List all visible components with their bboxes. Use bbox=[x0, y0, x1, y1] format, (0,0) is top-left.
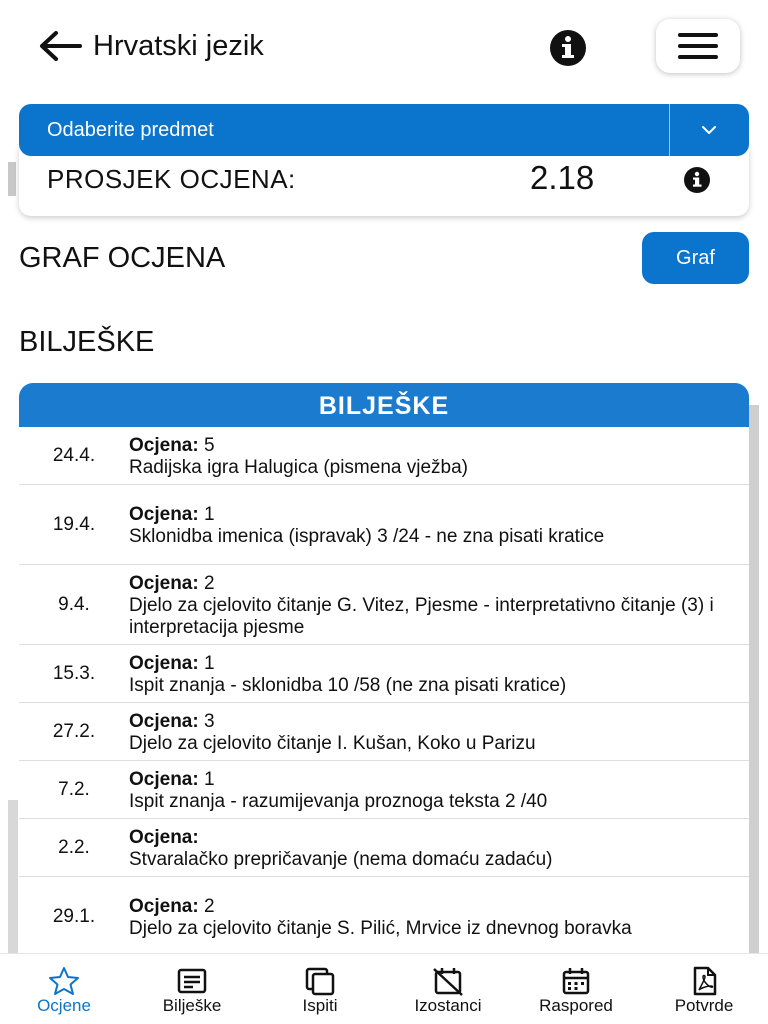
grade-line bbox=[129, 573, 749, 595]
row-body bbox=[129, 429, 749, 483]
row-date: 27.2. bbox=[52, 720, 96, 742]
calendar-icon bbox=[560, 966, 592, 996]
table-row bbox=[19, 703, 749, 761]
subject-select-label: Odaberite predmet bbox=[47, 119, 214, 141]
table-shadow-left bbox=[8, 800, 18, 953]
grade-prefix: Ocjena: bbox=[129, 434, 199, 456]
table-row bbox=[19, 485, 749, 565]
table-shadow-right bbox=[749, 405, 759, 953]
note-text: Djelo za cjelovito čitanje G. Vitez, Pjesme - interpretativno čitanje (3) i interpretacija pjesme bbox=[129, 594, 714, 638]
chevron-down-icon[interactable] bbox=[697, 120, 721, 140]
nav-item-raspored[interactable] bbox=[512, 954, 640, 1024]
graph-section-title: GRAF OCJENA bbox=[19, 242, 226, 274]
select-divider bbox=[669, 104, 670, 156]
back-button[interactable] bbox=[36, 28, 84, 64]
average-label: PROSJEK OCJENA: bbox=[47, 164, 296, 194]
nav-item-ispiti[interactable] bbox=[256, 954, 384, 1024]
grade-value: 3 bbox=[203, 710, 215, 732]
grade-value: 2 bbox=[203, 572, 215, 594]
table-row bbox=[19, 565, 749, 645]
grade-line bbox=[129, 711, 749, 733]
row-body bbox=[129, 763, 749, 817]
grade-prefix: Ocjena: bbox=[129, 503, 199, 525]
notes-table-rows bbox=[19, 427, 749, 953]
average-info-icon[interactable] bbox=[683, 166, 711, 194]
grade-value: 5 bbox=[203, 434, 215, 456]
table-row bbox=[19, 877, 749, 953]
info-button[interactable] bbox=[548, 28, 588, 68]
graph-button[interactable]: Graf bbox=[642, 232, 749, 284]
subject-select[interactable] bbox=[19, 104, 749, 156]
row-date: 19.4. bbox=[52, 513, 96, 535]
nav-item-label: Ocjene bbox=[37, 996, 91, 1015]
row-body bbox=[129, 647, 749, 701]
nav-item-ocjene[interactable] bbox=[0, 954, 128, 1024]
back-arrow-icon bbox=[36, 28, 84, 64]
row-date: 24.4. bbox=[52, 444, 96, 466]
row-body bbox=[129, 890, 749, 944]
info-icon bbox=[548, 28, 588, 68]
notes-section-title: BILJEŠKE bbox=[19, 326, 155, 358]
nav-item-label: Potvrde bbox=[674, 996, 734, 1015]
nav-item-izostanci[interactable] bbox=[384, 954, 512, 1024]
row-body bbox=[129, 498, 749, 552]
exams-icon bbox=[304, 966, 336, 996]
row-date: 9.4. bbox=[58, 593, 90, 615]
nav-item-potvrde[interactable] bbox=[640, 954, 768, 1024]
note-text: Djelo za cjelovito čitanje S. Pilić, Mrvice iz dnevnog boravka bbox=[129, 917, 632, 939]
menu-button[interactable] bbox=[656, 19, 740, 73]
grade-line bbox=[129, 769, 749, 791]
grade-prefix: Ocjena: bbox=[129, 710, 199, 732]
pdf-icon bbox=[688, 966, 720, 996]
row-body bbox=[129, 705, 749, 759]
nav-item-label: Raspored bbox=[539, 996, 613, 1015]
grade-line bbox=[129, 653, 749, 675]
grade-prefix: Ocjena: bbox=[129, 652, 199, 674]
grade-value: 1 bbox=[203, 503, 215, 525]
hamburger-icon bbox=[677, 32, 719, 60]
note-text: Ispit znanja - razumijevanja proznoga teksta 2 /40 bbox=[129, 790, 548, 812]
grade-prefix: Ocjena: bbox=[129, 895, 199, 917]
absence-icon bbox=[432, 966, 464, 996]
note-text: Ispit znanja - sklonidba 10 /58 (ne zna pisati kratice) bbox=[129, 674, 567, 696]
note-text: Radijska igra Halugica (pismena vježba) bbox=[129, 456, 468, 478]
notes-table-header: BILJEŠKE bbox=[19, 383, 749, 427]
row-date: 29.1. bbox=[52, 905, 96, 927]
grade-prefix: Ocjena: bbox=[129, 826, 199, 848]
grade-value: 1 bbox=[203, 768, 215, 790]
note-text: Stvaralačko prepričavanje (nema domaću zadaću) bbox=[129, 848, 553, 870]
bottom-navigation bbox=[0, 953, 768, 1024]
average-value: 2.18 bbox=[530, 159, 595, 196]
app-header bbox=[0, 0, 768, 96]
table-row bbox=[19, 427, 749, 485]
star-icon bbox=[48, 966, 80, 996]
row-body bbox=[129, 567, 749, 643]
table-row bbox=[19, 645, 749, 703]
nav-item-label: Bilješke bbox=[162, 996, 222, 1015]
notes-table bbox=[19, 383, 749, 953]
grade-line bbox=[129, 896, 749, 918]
row-body bbox=[129, 821, 749, 875]
grade-prefix: Ocjena: bbox=[129, 768, 199, 790]
row-date: 2.2. bbox=[58, 836, 90, 858]
grade-prefix: Ocjena: bbox=[129, 572, 199, 594]
row-date: 7.2. bbox=[58, 778, 90, 800]
table-row bbox=[19, 761, 749, 819]
grade-value: 2 bbox=[203, 895, 215, 917]
card-shadow-strip bbox=[8, 162, 16, 196]
nav-item-bilje-ke[interactable] bbox=[128, 954, 256, 1024]
nav-item-label: Ispiti bbox=[302, 996, 338, 1015]
note-text: Sklonidba imenica (ispravak) 3 /24 - ne zna pisati kratice bbox=[129, 525, 605, 547]
note-text: Djelo za cjelovito čitanje I. Kušan, Koko u Parizu bbox=[129, 732, 536, 754]
row-date: 15.3. bbox=[52, 662, 96, 684]
grade-value: 1 bbox=[203, 652, 215, 674]
nav-item-label: Izostanci bbox=[414, 996, 482, 1015]
grade-line bbox=[129, 435, 749, 457]
page-title: Hrvatski jezik bbox=[93, 30, 264, 62]
notes-icon bbox=[176, 966, 208, 996]
grade-line bbox=[129, 504, 749, 526]
grade-line bbox=[129, 827, 749, 849]
table-row bbox=[19, 819, 749, 877]
